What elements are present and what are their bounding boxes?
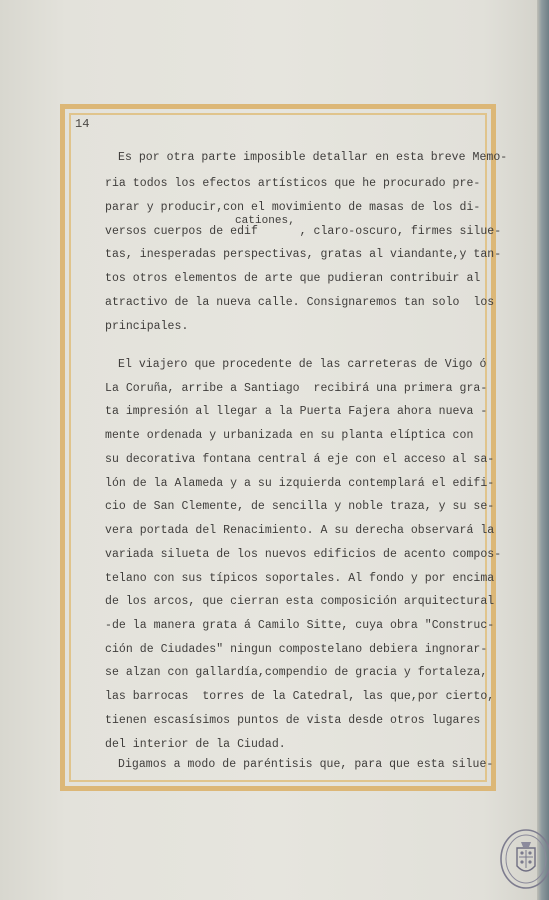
text-line: versos cuerpos de edif , claro-oscuro, firmes silue-	[105, 225, 502, 238]
text-line: variada silueta de los nuevos edificios de acento compos-	[105, 548, 502, 561]
text-line: las barrocas torres de la Catedral, las que,por cierto,	[105, 690, 495, 703]
text-line: ria todos los efectos artísticos que he procurado pre-	[105, 177, 481, 190]
text-line: -de la manera grata á Camilo Sitte, cuya obra "Construc-	[105, 619, 495, 632]
text-line: parar y producir,con el movimiento de masas de los di-	[105, 201, 481, 214]
text-line: atractivo de la nueva calle. Consignaremos tan solo los	[105, 296, 495, 309]
page-edge	[537, 0, 549, 900]
text-line: cio de San Clemente, de sencilla y noble traza, y su se-	[105, 500, 495, 513]
text-line: ción de Ciudades" ningun compostelano debiera ingnorar-	[105, 643, 488, 656]
text-line: El viajero que procedente de las carreteras de Vigo ó	[118, 358, 487, 371]
text-line: tos otros elementos de arte que pudieran contribuir al	[105, 272, 481, 285]
text-line: ta impresión al llegar a la Puerta Fajera ahora nueva -	[105, 405, 488, 418]
text-line: de los arcos, que cierran esta composición arquitectural	[105, 595, 495, 608]
text-line: tienen escasísimos puntos de vista desde otros lugares	[105, 714, 481, 727]
archive-seal-icon	[499, 828, 549, 890]
text-line: La Coruña, arribe a Santiago recibirá una primera gra-	[105, 382, 488, 395]
text-line: vera portada del Renacimiento. A su derecha observará la	[105, 524, 495, 537]
text-line: telano con sus típicos soportales. Al fondo y por encima	[105, 572, 495, 585]
text-line: se alzan con gallardía,compendio de gracia y fortaleza,	[105, 666, 488, 679]
text-line: principales.	[105, 320, 189, 333]
text-line: Es por otra parte imposible detallar en esta breve Memo-	[118, 151, 508, 164]
text-line: tas, inesperadas perspectivas, gratas al viandante,y tan-	[105, 248, 502, 261]
text-line: su decorativa fontana central á eje con el acceso al sa-	[105, 453, 495, 466]
text-line: mente ordenada y urbanizada en su planta elíptica con	[105, 429, 474, 442]
text-line: del interior de la Ciudad.	[105, 738, 286, 751]
text-line: lón de la Alameda y a su izquierda contemplará el edifi-	[105, 477, 495, 490]
text-line-insertion: cationes,	[235, 215, 295, 227]
text-line: Digamos a modo de paréntisis que, para que esta silue-	[118, 758, 494, 771]
page-number: 14	[75, 117, 90, 131]
